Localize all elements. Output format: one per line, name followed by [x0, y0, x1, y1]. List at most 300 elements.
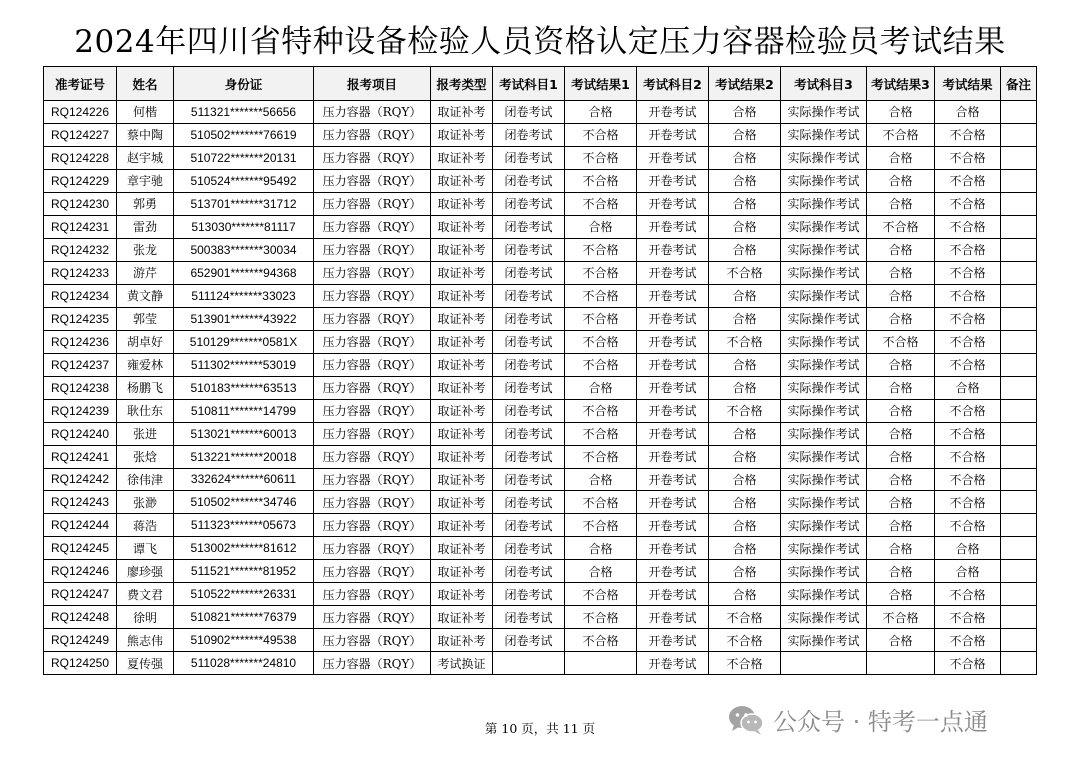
cell-name: 徐伟津	[117, 468, 174, 491]
cell-exam-item: 压力容器（RQY）	[314, 629, 431, 652]
cell-subject-3: 实际操作考试	[781, 514, 867, 537]
cell-exam-number: RQ124248	[44, 606, 117, 629]
cell-id-number: 510129*******0581X	[174, 330, 314, 353]
cell-result-2: 合格	[709, 192, 781, 215]
cell-remarks	[1001, 422, 1037, 445]
cell-subject-1	[493, 652, 565, 675]
cell-subject-1: 闭卷考试	[493, 583, 565, 606]
cell-subject-1: 闭卷考试	[493, 353, 565, 376]
cell-result-2: 合格	[709, 491, 781, 514]
cell-result-3: 不合格	[867, 330, 935, 353]
cell-subject-3: 实际操作考试	[781, 606, 867, 629]
table-row	[44, 491, 1037, 514]
cell-subject-3: 实际操作考试	[781, 537, 867, 560]
cell-exam-number: RQ124250	[44, 652, 117, 675]
cell-subject-2: 开卷考试	[637, 606, 709, 629]
cell-name: 郭勇	[117, 192, 174, 215]
cell-result-2: 合格	[709, 514, 781, 537]
table-row	[44, 629, 1037, 652]
table-row	[44, 353, 1037, 376]
cell-exam-item: 压力容器（RQY）	[314, 261, 431, 284]
cell-exam-item: 压力容器（RQY）	[314, 652, 431, 675]
cell-exam-item: 压力容器（RQY）	[314, 353, 431, 376]
cell-name: 黄文静	[117, 284, 174, 307]
cell-subject-2: 开卷考试	[637, 238, 709, 261]
cell-exam-type: 取证补考	[431, 307, 493, 330]
cell-exam-item: 压力容器（RQY）	[314, 606, 431, 629]
cell-exam-number: RQ124242	[44, 468, 117, 491]
column-header-exam-type: 报考类型	[431, 67, 493, 101]
cell-exam-type: 取证补考	[431, 192, 493, 215]
cell-subject-1: 闭卷考试	[493, 629, 565, 652]
table-row	[44, 330, 1037, 353]
cell-exam-number: RQ124243	[44, 491, 117, 514]
cell-subject-2: 开卷考试	[637, 123, 709, 146]
cell-result-3: 合格	[867, 238, 935, 261]
cell-subject-2: 开卷考试	[637, 261, 709, 284]
cell-id-number: 511028*******24810	[174, 652, 314, 675]
cell-final-result: 合格	[935, 537, 1001, 560]
cell-id-number: 513002*******81612	[174, 537, 314, 560]
cell-subject-1: 闭卷考试	[493, 261, 565, 284]
cell-result-1: 不合格	[565, 330, 637, 353]
cell-subject-3: 实际操作考试	[781, 101, 867, 124]
cell-subject-2: 开卷考试	[637, 307, 709, 330]
cell-result-3: 合格	[867, 583, 935, 606]
column-header-name: 姓名	[117, 67, 174, 101]
cell-result-2: 合格	[709, 537, 781, 560]
watermark	[727, 702, 988, 737]
cell-exam-type: 取证补考	[431, 468, 493, 491]
cell-result-2: 合格	[709, 560, 781, 583]
column-header-result-3: 考试结果3	[867, 67, 935, 101]
table-row	[44, 399, 1037, 422]
cell-id-number: 511323*******05673	[174, 514, 314, 537]
cell-exam-number: RQ124239	[44, 399, 117, 422]
cell-remarks	[1001, 399, 1037, 422]
table-row	[44, 422, 1037, 445]
column-header-result-2: 考试结果2	[709, 67, 781, 101]
cell-subject-2: 开卷考试	[637, 146, 709, 169]
cell-exam-item: 压力容器（RQY）	[314, 514, 431, 537]
cell-result-3: 合格	[867, 514, 935, 537]
cell-subject-1: 闭卷考试	[493, 123, 565, 146]
cell-result-2: 合格	[709, 376, 781, 399]
cell-exam-type: 取证补考	[431, 537, 493, 560]
cell-subject-3: 实际操作考试	[781, 491, 867, 514]
cell-exam-number: RQ124226	[44, 101, 117, 124]
cell-result-1: 不合格	[565, 399, 637, 422]
cell-result-3: 合格	[867, 376, 935, 399]
cell-result-2: 不合格	[709, 399, 781, 422]
cell-final-result: 不合格	[935, 353, 1001, 376]
watermark-text: 公众号 · 特考一点通	[773, 708, 988, 736]
cell-name: 游芹	[117, 261, 174, 284]
cell-subject-1: 闭卷考试	[493, 192, 565, 215]
cell-id-number: 510722*******20131	[174, 146, 314, 169]
cell-result-2: 合格	[709, 583, 781, 606]
column-header-subject-3: 考试科目3	[781, 67, 867, 101]
cell-name: 徐明	[117, 606, 174, 629]
cell-id-number: 510524*******95492	[174, 169, 314, 192]
cell-subject-1: 闭卷考试	[493, 491, 565, 514]
cell-exam-type: 取证补考	[431, 123, 493, 146]
cell-name: 谭飞	[117, 537, 174, 560]
cell-id-number: 513021*******60013	[174, 422, 314, 445]
cell-final-result: 不合格	[935, 307, 1001, 330]
cell-result-3: 合格	[867, 353, 935, 376]
cell-final-result: 不合格	[935, 169, 1001, 192]
column-header-subject-1: 考试科目1	[493, 67, 565, 101]
cell-exam-number: RQ124236	[44, 330, 117, 353]
cell-final-result: 不合格	[935, 192, 1001, 215]
table-row	[44, 307, 1037, 330]
cell-result-3: 合格	[867, 146, 935, 169]
cell-exam-item: 压力容器（RQY）	[314, 192, 431, 215]
cell-final-result: 不合格	[935, 514, 1001, 537]
cell-result-1: 不合格	[565, 629, 637, 652]
cell-subject-2: 开卷考试	[637, 583, 709, 606]
cell-result-3: 合格	[867, 537, 935, 560]
page-title: 2024年四川省特种设备检验人员资格认定压力容器检验员考试结果	[74, 24, 1006, 60]
cell-subject-3: 实际操作考试	[781, 376, 867, 399]
cell-exam-item: 压力容器（RQY）	[314, 123, 431, 146]
cell-result-2: 合格	[709, 101, 781, 124]
table-row	[44, 652, 1037, 675]
cell-exam-item: 压力容器（RQY）	[314, 560, 431, 583]
cell-name: 蔡中陶	[117, 123, 174, 146]
cell-subject-2: 开卷考试	[637, 468, 709, 491]
cell-exam-item: 压力容器（RQY）	[314, 468, 431, 491]
cell-result-2: 合格	[709, 238, 781, 261]
cell-exam-number: RQ124245	[44, 537, 117, 560]
cell-subject-2: 开卷考试	[637, 169, 709, 192]
cell-remarks	[1001, 101, 1037, 124]
cell-exam-item: 压力容器（RQY）	[314, 583, 431, 606]
table-row	[44, 376, 1037, 399]
cell-exam-type: 取证补考	[431, 629, 493, 652]
cell-remarks	[1001, 468, 1037, 491]
cell-remarks	[1001, 123, 1037, 146]
cell-subject-1: 闭卷考试	[493, 330, 565, 353]
cell-result-2: 合格	[709, 169, 781, 192]
cell-subject-1: 闭卷考试	[493, 606, 565, 629]
cell-subject-2: 开卷考试	[637, 215, 709, 238]
cell-final-result: 不合格	[935, 629, 1001, 652]
page-number: 第 10 页，共 11 页	[484, 721, 596, 736]
cell-exam-item: 压力容器（RQY）	[314, 445, 431, 468]
cell-subject-3: 实际操作考试	[781, 399, 867, 422]
cell-result-1: 不合格	[565, 353, 637, 376]
cell-remarks	[1001, 606, 1037, 629]
table-row	[44, 146, 1037, 169]
cell-exam-type: 取证补考	[431, 376, 493, 399]
column-header-final-result: 考试结果	[935, 67, 1001, 101]
table-row	[44, 101, 1037, 124]
cell-id-number: 510821*******76379	[174, 606, 314, 629]
cell-name: 赵宇城	[117, 146, 174, 169]
cell-exam-type: 取证补考	[431, 330, 493, 353]
cell-exam-number: RQ124234	[44, 284, 117, 307]
cell-subject-3: 实际操作考试	[781, 353, 867, 376]
cell-exam-item: 压力容器（RQY）	[314, 537, 431, 560]
cell-result-3: 合格	[867, 101, 935, 124]
cell-result-3: 合格	[867, 422, 935, 445]
cell-result-3: 不合格	[867, 215, 935, 238]
cell-subject-1: 闭卷考试	[493, 445, 565, 468]
cell-exam-item: 压力容器（RQY）	[314, 399, 431, 422]
cell-subject-1: 闭卷考试	[493, 514, 565, 537]
cell-id-number: 510502*******76619	[174, 123, 314, 146]
table-row	[44, 215, 1037, 238]
cell-name: 雷劲	[117, 215, 174, 238]
cell-result-2: 合格	[709, 215, 781, 238]
cell-exam-item: 压力容器（RQY）	[314, 307, 431, 330]
cell-remarks	[1001, 261, 1037, 284]
cell-remarks	[1001, 169, 1037, 192]
cell-exam-number: RQ124235	[44, 307, 117, 330]
wechat-icon	[727, 704, 765, 736]
cell-subject-1: 闭卷考试	[493, 537, 565, 560]
table-row	[44, 445, 1037, 468]
cell-result-3: 合格	[867, 491, 935, 514]
cell-subject-1: 闭卷考试	[493, 560, 565, 583]
cell-result-3: 合格	[867, 261, 935, 284]
cell-final-result: 合格	[935, 376, 1001, 399]
cell-id-number: 513030*******81117	[174, 215, 314, 238]
cell-subject-2: 开卷考试	[637, 652, 709, 675]
cell-id-number: 510902*******49538	[174, 629, 314, 652]
cell-subject-3: 实际操作考试	[781, 330, 867, 353]
cell-result-1: 不合格	[565, 491, 637, 514]
table-row	[44, 468, 1037, 491]
cell-exam-type: 取证补考	[431, 422, 493, 445]
cell-name: 廖珍强	[117, 560, 174, 583]
table-row	[44, 284, 1037, 307]
cell-id-number: 500383*******30034	[174, 238, 314, 261]
cell-remarks	[1001, 307, 1037, 330]
table-row	[44, 192, 1037, 215]
cell-final-result: 不合格	[935, 445, 1001, 468]
cell-result-1: 不合格	[565, 606, 637, 629]
cell-subject-1: 闭卷考试	[493, 215, 565, 238]
cell-exam-number: RQ124238	[44, 376, 117, 399]
cell-exam-type: 取证补考	[431, 215, 493, 238]
cell-result-1: 合格	[565, 101, 637, 124]
cell-result-2: 合格	[709, 146, 781, 169]
cell-name: 张渺	[117, 491, 174, 514]
table-row	[44, 606, 1037, 629]
cell-subject-3: 实际操作考试	[781, 583, 867, 606]
cell-subject-1: 闭卷考试	[493, 101, 565, 124]
cell-subject-1: 闭卷考试	[493, 307, 565, 330]
cell-exam-type: 取证补考	[431, 169, 493, 192]
cell-result-1: 不合格	[565, 284, 637, 307]
cell-id-number: 510502*******34746	[174, 491, 314, 514]
cell-subject-2: 开卷考试	[637, 330, 709, 353]
column-header-exam-item: 报考项目	[314, 67, 431, 101]
cell-subject-3: 实际操作考试	[781, 192, 867, 215]
cell-name: 何楷	[117, 101, 174, 124]
cell-final-result: 不合格	[935, 123, 1001, 146]
cell-exam-number: RQ124244	[44, 514, 117, 537]
cell-remarks	[1001, 238, 1037, 261]
cell-subject-2: 开卷考试	[637, 514, 709, 537]
cell-remarks	[1001, 376, 1037, 399]
cell-result-3	[867, 652, 935, 675]
cell-id-number: 513901*******43922	[174, 307, 314, 330]
cell-result-2: 合格	[709, 123, 781, 146]
cell-result-1: 不合格	[565, 146, 637, 169]
cell-exam-number: RQ124246	[44, 560, 117, 583]
cell-subject-2: 开卷考试	[637, 629, 709, 652]
cell-result-2: 不合格	[709, 261, 781, 284]
cell-result-2: 合格	[709, 284, 781, 307]
cell-result-3: 合格	[867, 399, 935, 422]
cell-result-3: 合格	[867, 284, 935, 307]
cell-result-3: 不合格	[867, 123, 935, 146]
table-body	[44, 101, 1037, 675]
cell-final-result: 不合格	[935, 422, 1001, 445]
cell-remarks	[1001, 330, 1037, 353]
cell-result-1: 不合格	[565, 422, 637, 445]
cell-subject-2: 开卷考试	[637, 376, 709, 399]
column-header-id-number: 身份证	[174, 67, 314, 101]
cell-subject-3: 实际操作考试	[781, 629, 867, 652]
cell-result-3: 合格	[867, 307, 935, 330]
table-row	[44, 123, 1037, 146]
cell-remarks	[1001, 445, 1037, 468]
column-header-exam-number: 准考证号	[44, 67, 117, 101]
cell-subject-1: 闭卷考试	[493, 376, 565, 399]
cell-name: 章宇驰	[117, 169, 174, 192]
cell-id-number: 510811*******14799	[174, 399, 314, 422]
cell-exam-type: 取证补考	[431, 606, 493, 629]
cell-exam-type: 取证补考	[431, 284, 493, 307]
cell-exam-type: 取证补考	[431, 399, 493, 422]
cell-subject-1: 闭卷考试	[493, 468, 565, 491]
cell-result-3: 不合格	[867, 606, 935, 629]
cell-remarks	[1001, 146, 1037, 169]
cell-remarks	[1001, 192, 1037, 215]
cell-subject-2: 开卷考试	[637, 560, 709, 583]
cell-result-1: 合格	[565, 560, 637, 583]
cell-result-1: 不合格	[565, 261, 637, 284]
table-header	[44, 67, 1037, 101]
cell-subject-2: 开卷考试	[637, 422, 709, 445]
cell-exam-item: 压力容器（RQY）	[314, 284, 431, 307]
cell-subject-3: 实际操作考试	[781, 307, 867, 330]
cell-remarks	[1001, 583, 1037, 606]
cell-result-1: 不合格	[565, 192, 637, 215]
cell-name: 杨鹏飞	[117, 376, 174, 399]
cell-exam-number: RQ124230	[44, 192, 117, 215]
cell-exam-item: 压力容器（RQY）	[314, 146, 431, 169]
cell-result-1: 不合格	[565, 123, 637, 146]
cell-result-3: 合格	[867, 468, 935, 491]
cell-subject-2: 开卷考试	[637, 399, 709, 422]
cell-exam-item: 压力容器（RQY）	[314, 101, 431, 124]
table-row	[44, 560, 1037, 583]
cell-remarks	[1001, 652, 1037, 675]
cell-subject-3: 实际操作考试	[781, 445, 867, 468]
cell-final-result: 不合格	[935, 284, 1001, 307]
cell-exam-number: RQ124233	[44, 261, 117, 284]
table-row	[44, 238, 1037, 261]
cell-subject-2: 开卷考试	[637, 284, 709, 307]
cell-final-result: 不合格	[935, 652, 1001, 675]
cell-exam-number: RQ124240	[44, 422, 117, 445]
cell-subject-2: 开卷考试	[637, 101, 709, 124]
cell-result-3: 合格	[867, 445, 935, 468]
cell-remarks	[1001, 353, 1037, 376]
cell-result-2: 合格	[709, 353, 781, 376]
cell-name: 张焓	[117, 445, 174, 468]
cell-id-number: 511124*******33023	[174, 284, 314, 307]
cell-subject-3: 实际操作考试	[781, 123, 867, 146]
cell-exam-type: 取证补考	[431, 491, 493, 514]
cell-subject-1: 闭卷考试	[493, 284, 565, 307]
cell-exam-type: 取证补考	[431, 514, 493, 537]
cell-final-result: 不合格	[935, 238, 1001, 261]
cell-remarks	[1001, 560, 1037, 583]
cell-exam-type: 取证补考	[431, 353, 493, 376]
cell-id-number: 513701*******31712	[174, 192, 314, 215]
cell-subject-1: 闭卷考试	[493, 399, 565, 422]
cell-name: 胡卓好	[117, 330, 174, 353]
cell-id-number: 511521*******81952	[174, 560, 314, 583]
cell-exam-type: 取证补考	[431, 261, 493, 284]
cell-result-2: 合格	[709, 445, 781, 468]
cell-exam-number: RQ124227	[44, 123, 117, 146]
cell-result-3: 合格	[867, 192, 935, 215]
table-row	[44, 583, 1037, 606]
cell-id-number: 332624*******60611	[174, 468, 314, 491]
cell-exam-number: RQ124247	[44, 583, 117, 606]
column-header-remarks: 备注	[1001, 67, 1037, 101]
cell-exam-type: 取证补考	[431, 583, 493, 606]
cell-result-1: 不合格	[565, 307, 637, 330]
table-row	[44, 261, 1037, 284]
cell-result-2: 不合格	[709, 330, 781, 353]
results-table	[43, 66, 1037, 675]
cell-exam-item: 压力容器（RQY）	[314, 330, 431, 353]
cell-subject-3: 实际操作考试	[781, 169, 867, 192]
cell-name: 熊志伟	[117, 629, 174, 652]
column-header-result-1: 考试结果1	[565, 67, 637, 101]
cell-name: 雍爱林	[117, 353, 174, 376]
cell-result-2: 合格	[709, 307, 781, 330]
cell-subject-3: 实际操作考试	[781, 468, 867, 491]
cell-final-result: 不合格	[935, 583, 1001, 606]
cell-name: 郭莹	[117, 307, 174, 330]
table-row	[44, 169, 1037, 192]
cell-subject-3: 实际操作考试	[781, 146, 867, 169]
cell-final-result: 不合格	[935, 261, 1001, 284]
cell-exam-type: 取证补考	[431, 560, 493, 583]
cell-remarks	[1001, 215, 1037, 238]
cell-id-number: 510183*******63513	[174, 376, 314, 399]
cell-subject-2: 开卷考试	[637, 192, 709, 215]
cell-subject-1: 闭卷考试	[493, 422, 565, 445]
cell-result-2: 合格	[709, 422, 781, 445]
cell-subject-3: 实际操作考试	[781, 560, 867, 583]
cell-result-1: 不合格	[565, 583, 637, 606]
cell-final-result: 不合格	[935, 491, 1001, 514]
cell-subject-3: 实际操作考试	[781, 261, 867, 284]
cell-exam-type: 取证补考	[431, 146, 493, 169]
cell-result-3: 合格	[867, 629, 935, 652]
